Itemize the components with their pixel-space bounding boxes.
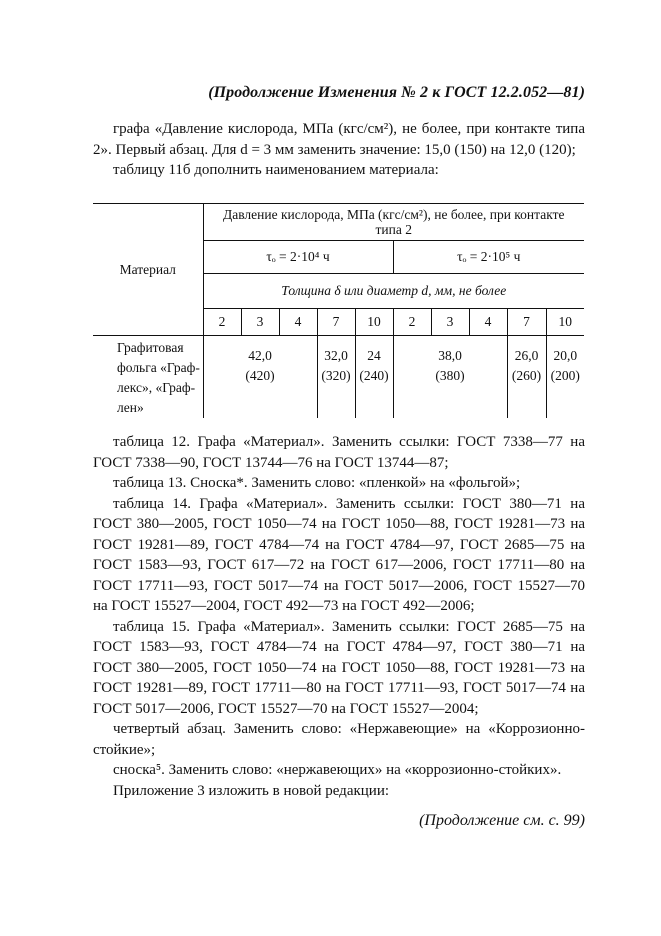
continuation-note: (Продолжение см. с. 99) xyxy=(419,812,585,829)
thickness-value: 7 xyxy=(317,309,355,336)
pressure-kgf: (420) xyxy=(245,368,275,383)
pressure-mpa: 24 xyxy=(367,348,381,363)
paragraph: таблица 12. Графа «Материал». Заменить ссылки: ГОСТ 7338—77 на ГОСТ 7338—90, ГОСТ 13744—76 на ГОСТ 13744—87; xyxy=(93,434,585,471)
paragraph: Приложение 3 изложить в новой редакции: xyxy=(113,782,390,799)
intro-text xyxy=(93,119,585,181)
pressure-cell xyxy=(507,336,546,419)
paragraph: таблицу 11б дополнить наименованием материала: xyxy=(113,162,439,178)
paragraph: сноска⁵. Заменить слово: «нержавеющих» на «коррозионно-стойких». xyxy=(113,762,562,778)
pressure-mpa: 26,0 xyxy=(514,348,539,363)
thickness-value: 4 xyxy=(469,309,507,336)
thickness-value: 2 xyxy=(393,309,431,336)
pressure-kgf: (240) xyxy=(359,368,389,383)
paragraph: таблица 13. Сноска*. Заменить слово: «пленкой» на «фольгой»; xyxy=(113,475,521,491)
thickness-value: 7 xyxy=(507,309,546,336)
thickness-header: Толщина δ или диаметр d, мм, не более xyxy=(203,274,584,309)
amendment-text xyxy=(93,432,585,801)
pressure-header: Давление кислорода, МПа (кгс/см²), не более, при контакте типа 2 xyxy=(203,204,584,241)
paragraph: четвертый абзац. Заменить слово: «Нержавеющие» на «Коррозионностойкие»; xyxy=(93,721,585,758)
tau-header-2: τₒ = 2·10⁵ ч xyxy=(393,241,584,274)
pressure-cell xyxy=(203,336,317,419)
pressure-kgf: (200) xyxy=(550,368,580,383)
pressure-kgf: (380) xyxy=(435,368,465,383)
pressure-mpa: 38,0 xyxy=(438,348,462,363)
thickness-value: 2 xyxy=(203,309,241,336)
pressure-kgf: (320) xyxy=(321,368,351,383)
thickness-value: 10 xyxy=(546,309,584,336)
pressure-mpa: 20,0 xyxy=(553,348,578,363)
pressure-cell xyxy=(355,336,393,419)
material-table xyxy=(93,203,584,418)
tau-header-1: τₒ = 2·10⁴ ч xyxy=(203,241,393,274)
material-name: Графитовая фольга «Графлекс», «Графлен» xyxy=(93,336,203,419)
pressure-cell xyxy=(393,336,507,419)
thickness-value: 10 xyxy=(355,309,393,336)
paragraph: таблица 14. Графа «Материал». Заменить ссылки: ГОСТ 380—71 на ГОСТ 380—2005, ГОСТ 1050—74 на ГОСТ 1050—88, ГОСТ 19281—73 на ГОСТ 19281—89, ГОСТ 4784—74 на ГОСТ 4784—97, ГОСТ 2685—75 на ГОСТ 1583—93, ГОСТ 617—72 на ГОСТ 617—2006, ГОСТ 17711—80 на ГОСТ 17711—93, ГОСТ 5017—74 на ГОСТ 5017—2006, ГОСТ 15527—70 на ГОСТ 15527—2004, ГОСТ 492—73 на ГОСТ 492—2006; xyxy=(93,495,585,614)
pressure-mpa: 32,0 xyxy=(324,348,348,363)
paragraph: таблица 15. Графа «Материал». Заменить ссылки: ГОСТ 2685—75 на ГОСТ 1583—93, ГОСТ 4784—74 на ГОСТ 4784—97, ГОСТ 380—71 на ГОСТ 380—2005, ГОСТ 1050—74 на ГОСТ 1050—88, ГОСТ 19281—73 на ГОСТ 19281—89, ГОСТ 17711—80 на ГОСТ 17711—93, ГОСТ 5017—74 на ГОСТ 5017—2006, ГОСТ 15527—70 на ГОСТ 15527—2004; xyxy=(93,618,585,717)
paragraph: графа «Давление кислорода, МПа (кгс/см²), не более, при контакте типа 2». Первый абзац. Для d = 3 мм заменить значение: 15,0 (150) на 12,0 (120); xyxy=(93,121,585,158)
pressure-mpa: 42,0 xyxy=(248,348,272,363)
pressure-kgf: (260) xyxy=(511,368,542,383)
material-header: Материал xyxy=(93,204,203,336)
pressure-cell xyxy=(546,336,584,419)
thickness-value: 4 xyxy=(279,309,317,336)
running-header: (Продолжение Изменения № 2 к ГОСТ 12.2.052—81) xyxy=(208,84,585,101)
pressure-cell xyxy=(317,336,355,419)
thickness-value: 3 xyxy=(431,309,469,336)
thickness-value: 3 xyxy=(241,309,279,336)
